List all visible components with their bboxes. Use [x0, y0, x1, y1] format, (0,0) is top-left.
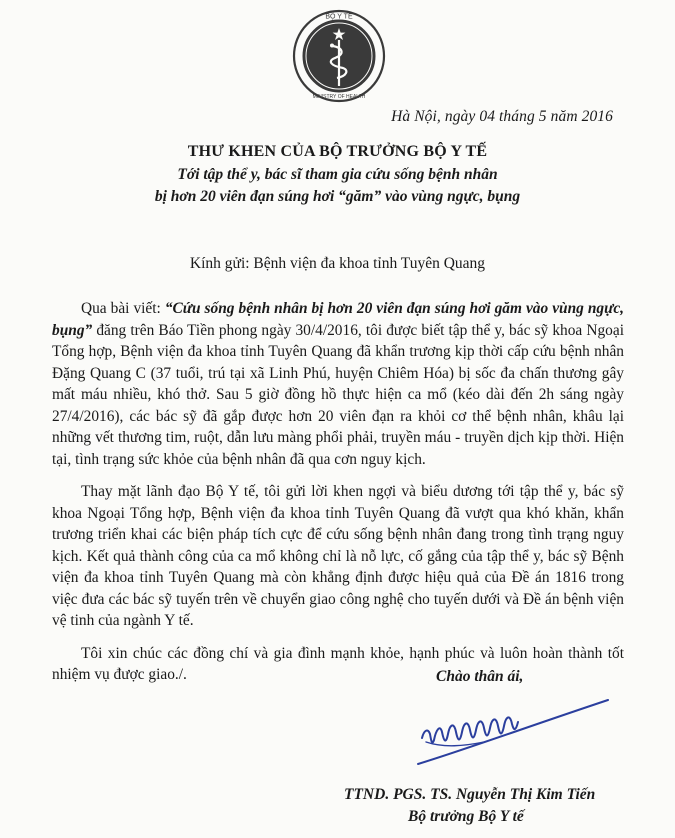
recipient-line: Kính gửi: Bệnh viện đa khoa tỉnh Tuyên Quang — [189, 255, 486, 272]
letter-title: THƯ KHEN CỦA BỘ TRƯỞNG BỘ Y TẾ — [187, 143, 488, 160]
letter-subtitle-line1: Tới tập thể y, bác sĩ tham gia cứu sống bệnh nhân — [177, 166, 498, 183]
signer-position: Bộ trưởng Bộ Y tế — [408, 808, 524, 825]
emblem-text-bottom: MINISTRY OF HEALTH — [312, 94, 366, 100]
paragraph-2: Thay mặt lãnh đạo Bộ Y tế, tôi gửi lời khen ngợi và biểu dương tới tập thể y, bác sỹ khoa Ngoại Tổng hợp, Bệnh viện đa khoa tỉnh Tuyên Quang đã vượt qua khó khăn, khẩn trương triển khai các biện pháp tích cực để cứu sống bệnh nhân đang trong tình trạng nguy kịch. Kết quả thành công của ca mổ không chỉ là nỗ lực, cố gắng của tập thể y, bác sỹ Bệnh viện đa khoa tỉnh Tuyên Quang mà còn khẳng định được hiệu quả của Đề án 1816 trong việc đưa các bác sỹ tuyến trên về chuyển giao công nghệ cho tuyến dưới và Đề án bệnh viện vệ tinh của ngành Y tế. — [52, 483, 624, 629]
closing-line: Chào thân ái, — [436, 668, 524, 685]
article-title: “Cứu sống bệnh nhân bị hơn 20 viên đạn súng hơi găm vào vùng ngực, bụng” — [52, 300, 624, 339]
paragraph-1-prefix: Qua bài viết: — [81, 300, 165, 317]
emblem-text-top: BỘ Y TẾ — [325, 13, 353, 21]
paragraph-3: Tôi xin chúc các đồng chí và gia đình mạnh khỏe, hạnh phúc và luôn hoàn thành tốt nhiệm vụ được giao./. — [52, 644, 624, 683]
ministry-of-health-emblem — [291, 8, 387, 104]
letter-subtitle-line2: bị hơn 20 viên đạn súng hơi “găm” vào vùng ngực, bụng — [154, 188, 521, 205]
date-line: Hà Nội, ngày 04 tháng 5 năm 2016 — [391, 108, 613, 125]
handwritten-signature — [404, 694, 614, 774]
paragraph-1 — [52, 298, 624, 470]
signer-name: TTND. PGS. TS. Nguyễn Thị Kim Tiến — [344, 786, 596, 803]
paragraph-1-rest: đăng trên Báo Tiền phong ngày 30/4/2016, tôi được biết tập thể y, bác sỹ khoa Ngoại Tổng hợp, Bệnh viện đa khoa tỉnh Tuyên Quang đã khẩn trương kịp thời cấp cứu bệnh nhân Đặng Quang C (37 tuổi, trú tại xã Linh Phú, huyện Chiêm Hóa) bị sốc đa chấn thương gây mất máu nhiều, khó thở. Sau 5 giờ đồng hồ thực hiện ca mổ (kéo dài đến 2h sáng ngày 27/4/2016), các bác sỹ đã gắp được hơn 20 viên đạn ra khỏi cơ thể bệnh nhân, khâu lại những vết thương tim, ruột, dẫn lưu màng phổi phải, truyền máu - truyền dịch kịp thời. Hiện tại, tình trạng sức khỏe của bệnh nhân đã qua cơn nguy kịch. — [52, 321, 624, 468]
letter-body — [52, 298, 624, 697]
